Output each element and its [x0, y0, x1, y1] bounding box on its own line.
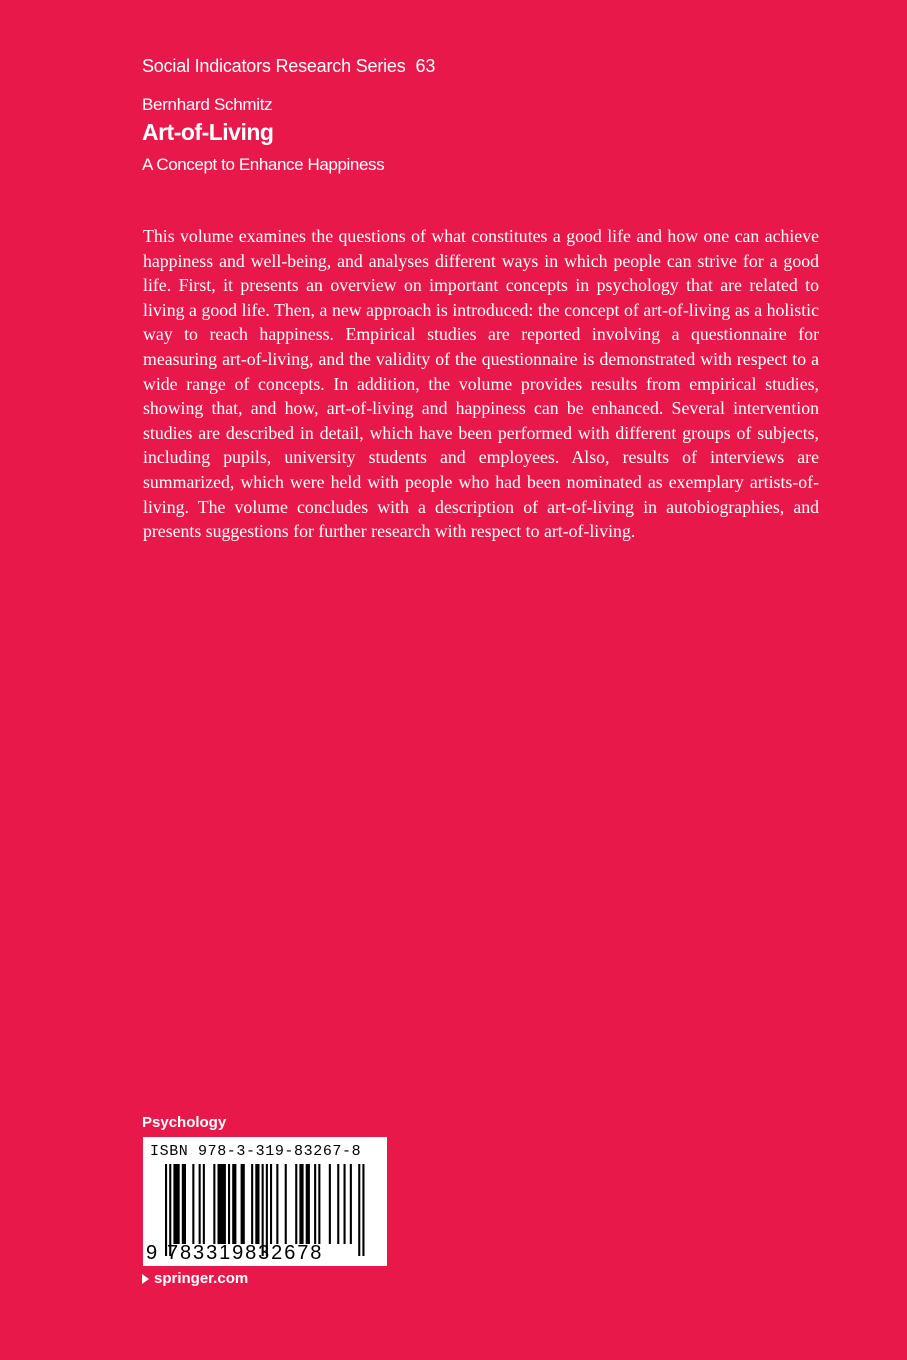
barcode-bar: [218, 1164, 226, 1244]
barcode-bar: [199, 1164, 201, 1244]
barcode-bar: [306, 1164, 310, 1244]
barcode-bar: [203, 1164, 205, 1244]
series-volume: 63: [415, 56, 436, 76]
back-cover-blurb: This volume examines the questions of what constitutes a good life and how one can achieve happiness and well-being, and analyses different ways in which people can strive for a good life. First, it presents an overview on important concepts in psychology that are related to living a good life. Then, a new approach is introduced: the concept of art-of-living as a holistic way to reach happiness. Empirical studies are reported involving a questionnaire for measuring art-of-living, and the validity of the questionnaire is demonstrated with respect to a wide range of concepts. In addition, the volume provides results from empirical studies, showing that, and how, art-of-living and happiness can be enhanced. Several intervention studies are described in detail, which have been performed with different groups of subjects, including pupils, university students and employees. Also, results of interviews are summarized, which were held with people who had been nominated as exemplary artists-of-living. The volume concludes with a description of art-of-living in autobiographies, and presents suggestions for further research with respect to art-of-living.: [143, 226, 819, 542]
ean-first-digit: 9: [146, 1242, 158, 1264]
barcode-bar: [228, 1164, 230, 1244]
barcode-bar: [337, 1164, 339, 1244]
barcode-bar: [344, 1164, 346, 1244]
subject-category: Psychology: [142, 1114, 227, 1131]
book-author: Bernhard Schmitz: [142, 95, 273, 114]
barcode-guard-bar: [358, 1164, 360, 1256]
barcode-bar: [241, 1164, 245, 1244]
barcode-bar: [285, 1164, 287, 1244]
book-subtitle: A Concept to Enhance Happiness: [142, 155, 385, 174]
book-title: Art-of-Living: [142, 119, 274, 145]
barcode-bar: [276, 1164, 278, 1244]
barcode-bar: [270, 1164, 272, 1244]
barcode-bar: [251, 1164, 253, 1244]
series-name: Social Indicators Research Series: [142, 56, 406, 76]
barcode-bar: [350, 1164, 352, 1244]
barcode-bar: [295, 1164, 297, 1244]
barcode-bar: [318, 1164, 320, 1244]
barcode-bar: [232, 1164, 236, 1244]
barcode-bar: [182, 1164, 186, 1244]
barcode-guard-bar: [362, 1164, 364, 1256]
barcode-bar: [314, 1164, 316, 1244]
isbn-label: ISBN 978-3-319-83267-8: [150, 1143, 362, 1160]
barcode-bar: [329, 1164, 331, 1244]
barcode-bar: [173, 1164, 179, 1244]
series-line: [142, 56, 435, 77]
publisher-link-text: springer.com: [154, 1270, 249, 1287]
barcode-bar: [213, 1164, 215, 1244]
publisher-link[interactable]: [142, 1270, 248, 1287]
ean-digits: 783319832678: [167, 1242, 324, 1264]
barcode-bar: [299, 1164, 303, 1244]
barcode-bar: [255, 1164, 259, 1244]
arrow-right-icon: [142, 1274, 149, 1284]
barcode-bar: [192, 1164, 194, 1244]
isbn-barcode: [143, 1137, 387, 1266]
